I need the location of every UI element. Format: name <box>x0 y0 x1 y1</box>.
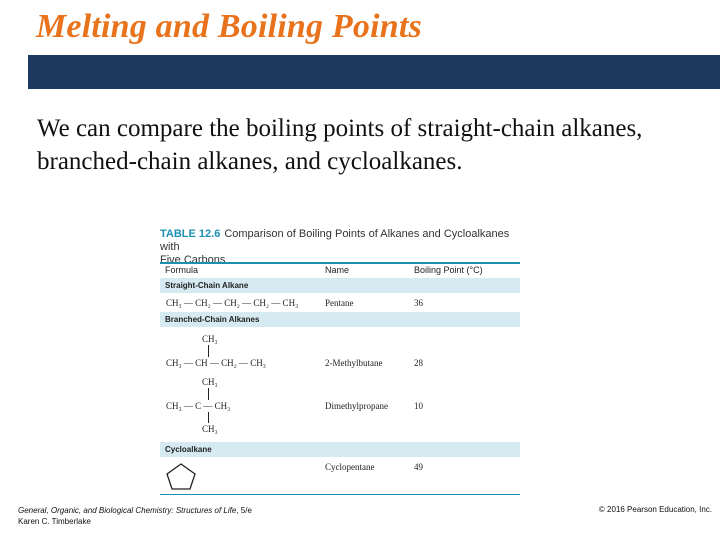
formula-2-methylbutane: CH₃ — CH — CH₂ — CH₃ <box>166 358 266 368</box>
name-2-methylbutane: 2-Methylbutane <box>325 358 383 368</box>
bp-cyclopentane: 49 <box>414 462 423 472</box>
section-label: Cycloalkane <box>165 445 212 454</box>
header-name: Name <box>325 265 350 275</box>
table-bottom-rule <box>160 494 520 495</box>
section-label: Straight-Chain Alkane <box>165 281 249 290</box>
header-boiling-point: Boiling Point (°C) <box>414 265 483 275</box>
formula-dimethylpropane-bottom: CH₃ <box>202 424 218 434</box>
formula-2-methylbutane-branch: CH₃ <box>202 334 218 344</box>
formula-dimethylpropane-top: CH₃ <box>202 377 218 387</box>
footer-edition: , 5/e <box>236 506 252 515</box>
section-straight-chain <box>160 278 520 293</box>
title-band <box>28 55 720 89</box>
bond-line <box>208 388 209 400</box>
name-pentane: Pentane <box>325 298 354 308</box>
slide-title: Melting and Boiling Points <box>36 8 422 45</box>
header-formula: Formula <box>165 265 199 275</box>
name-dimethylpropane: Dimethylpropane <box>325 401 388 411</box>
bp-dimethylpropane: 10 <box>414 401 423 411</box>
table-title-line2: Five Carbons <box>160 254 226 266</box>
boiling-points-table <box>160 228 520 472</box>
footer-citation <box>18 505 252 527</box>
section-label: Branched-Chain Alkanes <box>165 315 260 324</box>
slide-body-text: We can compare the boiling points of straight-chain alkanes, branched-chain alkanes, and cycloalkanes. <box>37 115 643 175</box>
cyclopentane-structure-icon <box>164 461 198 491</box>
section-cycloalkane <box>160 442 520 457</box>
bp-2-methylbutane: 28 <box>414 358 423 368</box>
footer-copyright: © 2016 Pearson Education, Inc. <box>598 505 712 514</box>
name-cyclopentane: Cyclopentane <box>325 462 375 472</box>
formula-pentane: CH₃ — CH₂ — CH₂ — CH₂ — CH₃ <box>166 298 299 308</box>
table-title-line1: Comparison of Boiling Points of Alkanes and Cycloalkanes with <box>160 228 510 253</box>
bond-line <box>208 412 209 423</box>
footer-author: Karen C. Timberlake <box>18 517 91 526</box>
footer-book-title: General, Organic, and Biological Chemistry: Structures of Life <box>18 506 237 515</box>
bond-line <box>208 345 209 357</box>
bp-pentane: 36 <box>414 298 423 308</box>
section-branched-chain <box>160 312 520 327</box>
formula-dimethylpropane: CH₃ — C — CH₃ <box>166 401 231 411</box>
table-number: TABLE 12.6 <box>160 228 221 240</box>
